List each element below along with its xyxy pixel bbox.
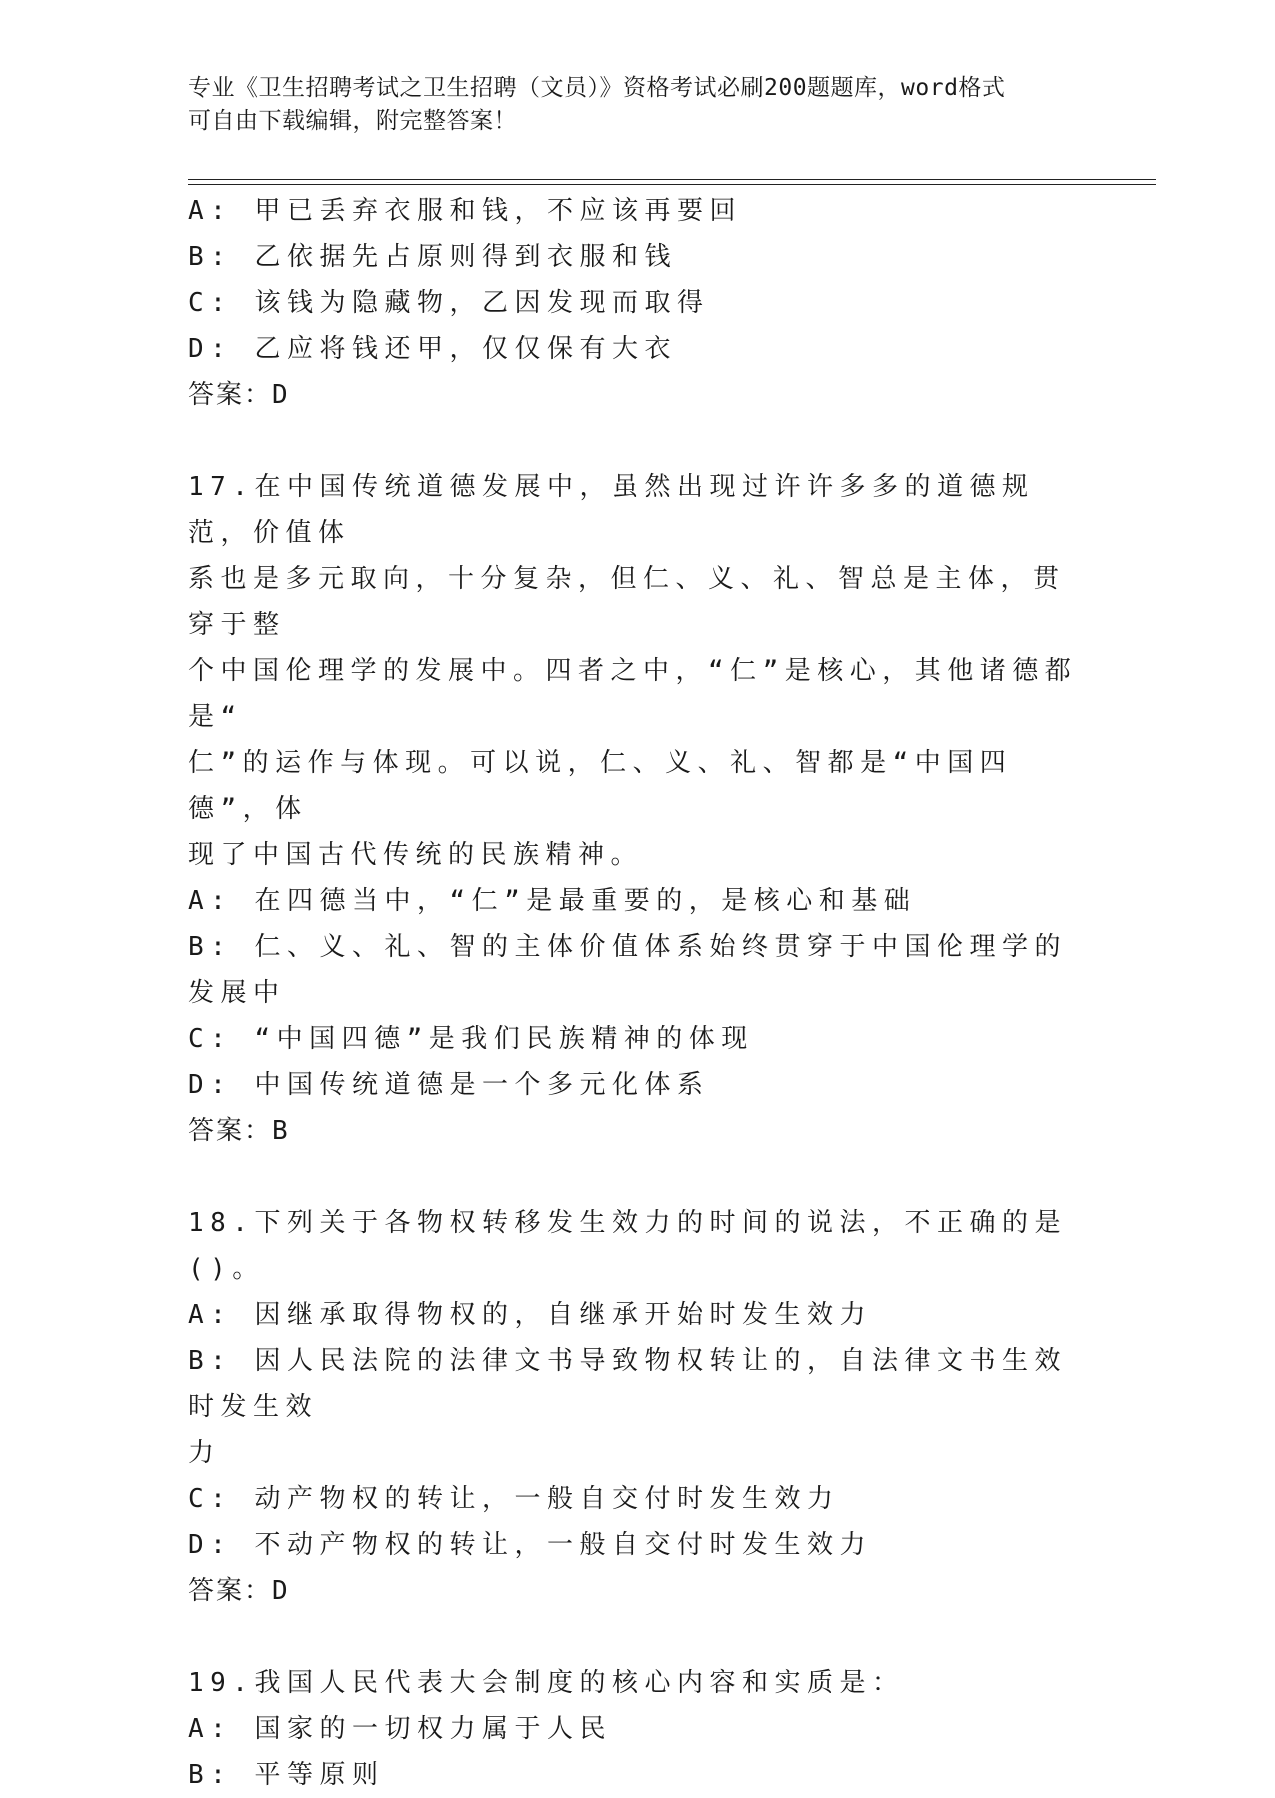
option-b: B: 因人民法院的法律文书导致物权转让的，自法律文书生效时发生效 bbox=[188, 1346, 1067, 1422]
option-c: C: “中国四德”是我们民族精神的体现 bbox=[188, 1024, 754, 1054]
option-d: D: 乙应将钱还甲，仅仅保有大衣 bbox=[188, 334, 677, 364]
header-divider-top bbox=[188, 179, 1156, 180]
header-divider-bottom bbox=[188, 184, 1156, 185]
option-a: A: 甲已丢弃衣服和钱，不应该再要回 bbox=[188, 196, 742, 226]
option-b: B: 乙依据先占原则得到衣服和钱 bbox=[188, 242, 677, 272]
question-block-18 bbox=[188, 1200, 1088, 1614]
question-spacer bbox=[188, 1614, 1088, 1660]
option-a: A: 国家的一切权力属于人民 bbox=[188, 1714, 612, 1744]
option-b: B: 仁、义、礼、智的主体价值体系始终贯穿于中国伦理学的发展中 bbox=[188, 932, 1067, 1008]
question-stem-line: 现了中国古代传统的民族精神。 bbox=[188, 840, 644, 870]
question-stem-line: 17.在中国传统道德发展中，虽然出现过许许多多的道德规范，价值体 bbox=[188, 472, 1035, 548]
question-stem-line: 系也是多元取向，十分复杂，但仁、义、礼、智总是主体，贯穿于整 bbox=[188, 564, 1066, 640]
option-c: C: 该钱为隐藏物，乙因发现而取得 bbox=[188, 288, 710, 318]
question-block-17 bbox=[188, 464, 1088, 1154]
question-stem-line: 18.下列关于各物权转移发生效力的时间的说法，不正确的是()。 bbox=[188, 1208, 1067, 1284]
document-header bbox=[188, 72, 1088, 138]
question-stem-line: 19.我国人民代表大会制度的核心内容和实质是： bbox=[188, 1668, 905, 1698]
option-a: A: 在四德当中，“仁”是最重要的，是核心和基础 bbox=[188, 886, 917, 916]
answer-label: 答案：B bbox=[188, 1116, 290, 1146]
option-d: D: 中国传统道德是一个多元化体系 bbox=[188, 1070, 710, 1100]
question-spacer bbox=[188, 1154, 1088, 1200]
question-spacer bbox=[188, 418, 1088, 464]
option-b: B: 平等原则 bbox=[188, 1760, 385, 1790]
answer-label: 答案：D bbox=[188, 380, 290, 410]
option-b-continued: 力 bbox=[188, 1438, 221, 1468]
answer-label: 答案：D bbox=[188, 1576, 290, 1606]
header-title-line-1: 专业《卫生招聘考试之卫生招聘（文员）》资格考试必刷200题题库，word格式 bbox=[188, 75, 1006, 101]
question-stem-line: 仁”的运作与体现。可以说，仁、义、礼、智都是“中国四德”，体 bbox=[188, 748, 1013, 824]
option-a: A: 因继承取得物权的，自继承开始时发生效力 bbox=[188, 1300, 872, 1330]
question-block-19 bbox=[188, 1660, 1088, 1798]
option-d: D: 不动产物权的转让，一般自交付时发生效力 bbox=[188, 1530, 872, 1560]
question-stem-line: 个中国伦理学的发展中。四者之中，“仁”是核心，其他诸德都是“ bbox=[188, 656, 1078, 732]
question-block-previous bbox=[188, 188, 1088, 418]
question-list bbox=[188, 188, 1088, 1798]
option-c: C: 动产物权的转让，一般自交付时发生效力 bbox=[188, 1484, 840, 1514]
header-title-line-2: 可自由下载编辑，附完整答案！ bbox=[188, 108, 517, 134]
